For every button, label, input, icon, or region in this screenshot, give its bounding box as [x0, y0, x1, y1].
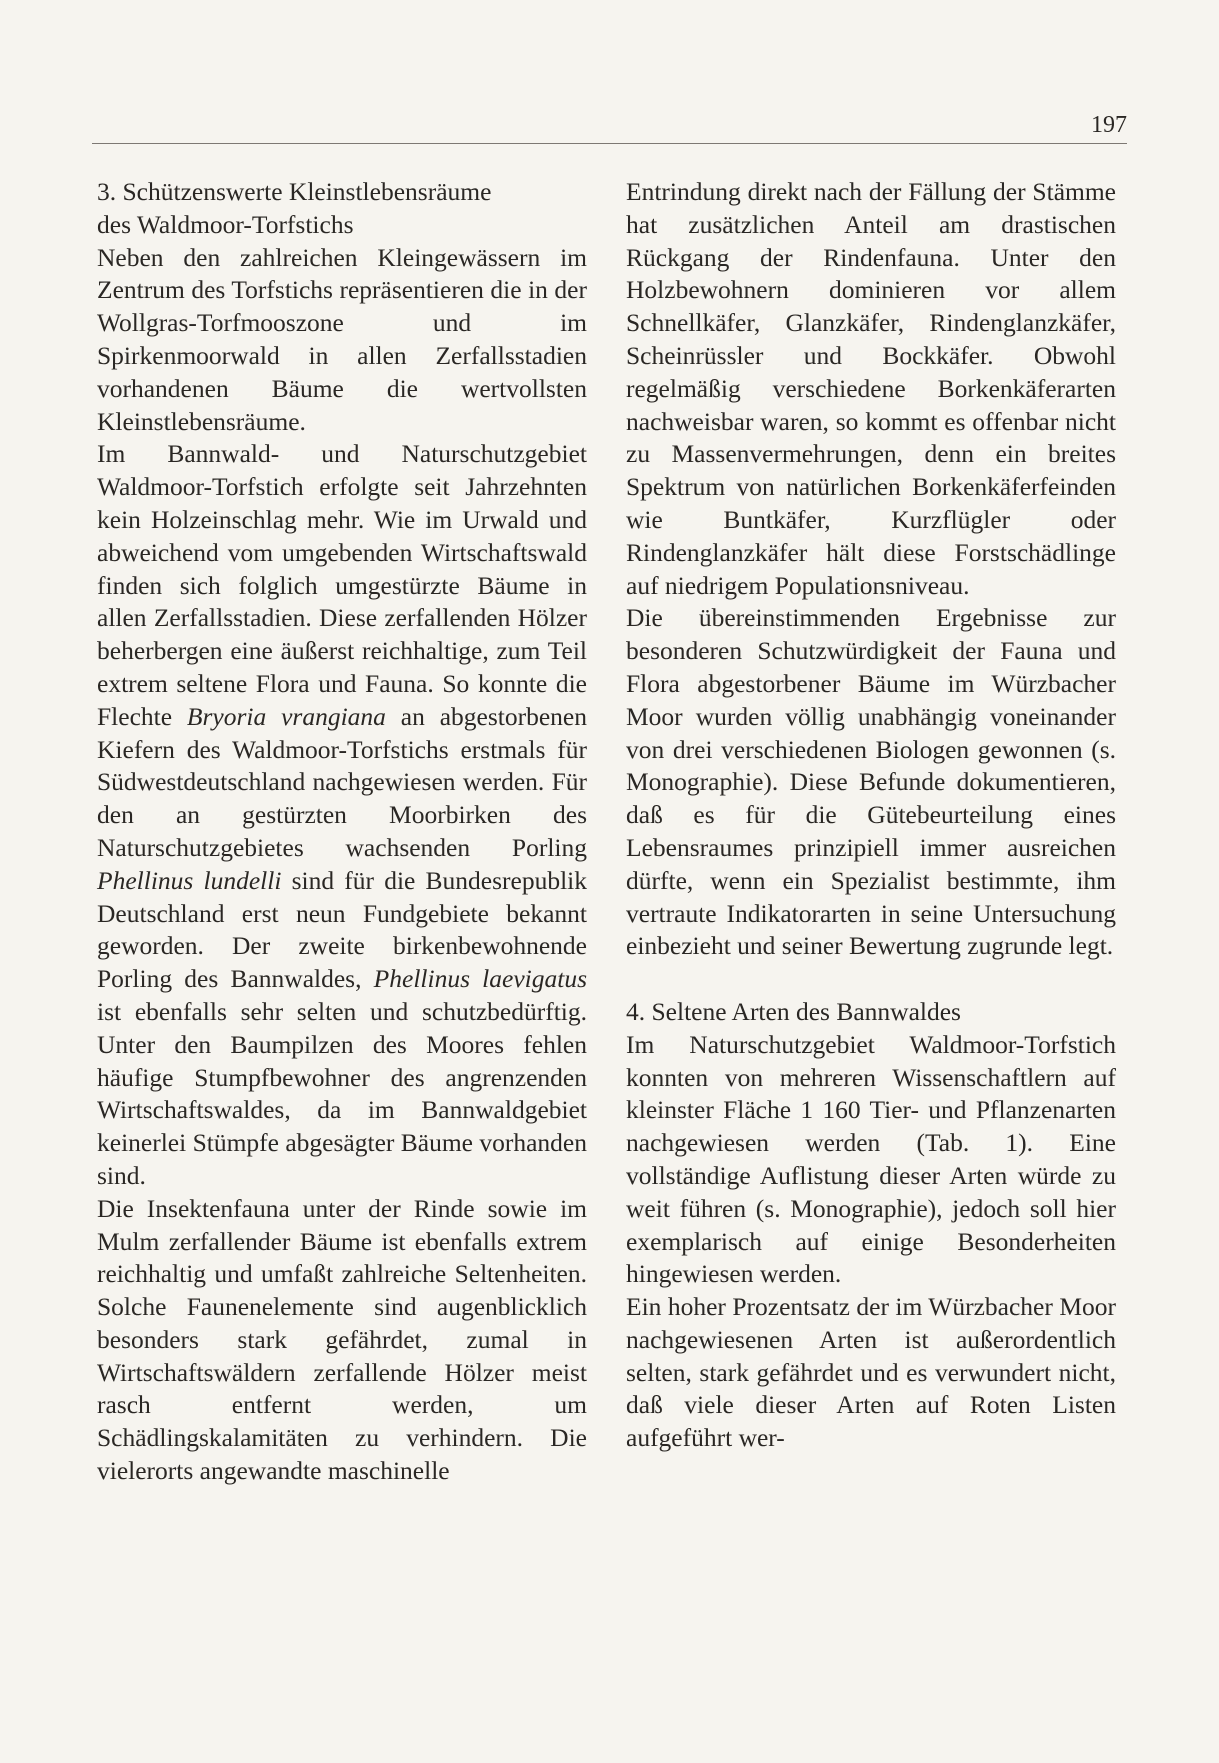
paragraph: Entrindung direkt nach der Fällung der Stämme hat zusätzlichen Anteil am drastischen Rückgang der Rindenfauna. Unter den Holzbewohnern dominieren vor allem Schnellkäfer, Glanzkäfer, Rindenglanzkäfer, Scheinrüssler und Bockkäfer. Obwohl regelmäßig verschiedene Borkenkäferarten nachweisbar waren, so kommt es offenbar nicht zu Massenvermehrungen, denn ein breites Spektrum von natürlichen Borkenkäferfeinden wie Buntkäfer, Kurzflügler oder Rindenglanzkäfer hält diese Forstschädlinge auf niedrigem Populationsniveau. [626, 177, 1116, 600]
section-spacer [626, 963, 1116, 996]
section-heading-3-line2: des Waldmoor-Torfstichs [97, 209, 354, 239]
right-column [626, 176, 1116, 1455]
paragraph: Neben den zahlreichen Kleingewässern im Zentrum des Torfstichs repräsentieren die in der Wollgras-Torfmooszone und im Spirkenmoorwald in allen Zerfallsstadien vorhandenen Bäume die wertvollsten Kleinstlebensräume. [97, 242, 587, 436]
section-heading-3-line1: 3. Schützenswerte Kleinstlebensräume [97, 177, 492, 206]
paragraph [97, 438, 587, 1192]
paragraph: Ein hoher Prozentsatz der im Würzbacher Moor nachgewiesenen Arten ist außerordentlich selten, stark gefährdet und es verwundert nicht, daß viele dieser Arten auf Roten Listen aufgeführt wer- [626, 1292, 1116, 1453]
section-heading-4: 4. Seltene Arten des Bannwaldes [626, 996, 961, 1026]
paragraph: Die Insektenfauna unter der Rinde sowie im Mulm zerfallender Bäume ist ebenfalls extrem reichhaltig und umfaßt zahlreiche Seltenheiten. Solche Faunenelemente sind augenblicklich besonders stark gefährdet, zumal in Wirtschaftswäldern zerfallende Hölzer meist rasch entfernt werden, um Schädlingskalamitäten zu verhindern. Die vielerorts angewandte maschinelle [97, 1193, 587, 1486]
paragraph-text: sind für die Bundesrepublik Deutschland erst neun Fundgebiete bekannt geworden. Der zweite birkenbewohnende Porling des Bannwaldes, [97, 865, 588, 994]
paragraph-text: ist ebenfalls sehr selten und schutzbedürftig. Unter den Baumpilzen des Moores fehlen häufige Stumpfbewohner des angrenzenden Wirtschaftswaldes, da im Bannwaldgebiet keinerlei Stümpfe abgesägter Bäume vorhanden sind. [97, 996, 587, 1190]
left-column [97, 176, 587, 1488]
header-rule [92, 143, 1127, 144]
paragraph: Die übereinstimmenden Ergebnisse zur besonderen Schutzwürdigkeit der Fauna und Flora abgestorbener Bäume im Würzbacher Moor wurden völlig unabhängig voneinander von drei verschiedenen Biologen gewonnen (s. Monographie). Diese Befunde dokumentieren, daß es für die Gütebeurteilung eines Lebensraumes prinzipiell immer ausreichen dürfte, wenn ein Spezialist bestimmte, ihm vertraute Indikatorarten in seine Untersuchung einbezieht und seiner Bewertung zugrunde legt. [626, 603, 1116, 961]
paragraph-text: Im Bannwald- und Naturschutzgebiet Waldmoor-Torfstich erfolgte seit Jahrzehnten kein Holzeinschlag mehr. Wie im Urwald und abweichend vom umgebenden Wirtschaftswald finden sich folglich umgestürzte Bäume in allen Zerfallsstadien. Diese zerfallenden Hölzer beherbergen eine äußerst reichhaltige, zum Teil extrem seltene Flora und Fauna. So konnte die Flechte [97, 439, 587, 731]
species-name: Phellinus laevigatus [373, 964, 587, 994]
page-number: 197 [1091, 112, 1127, 138]
paragraph: Im Naturschutzgebiet Waldmoor-Torfstich konnten von mehreren Wissenschaftlern auf kleinster Fläche 1 160 Tier- und Pflanzenarten nachgewiesen werden (Tab. 1). Eine vollständige Auflistung dieser Arten würde zu weit führen (s. Monographie), jedoch soll hier exemplarisch auf einige Besonderheiten hingewiesen werden. [626, 1029, 1116, 1289]
species-name: Phellinus lundelli [97, 865, 282, 895]
section-heading-3 [97, 176, 587, 242]
species-name: Bryoria vrangiana [186, 701, 386, 731]
paragraph-text: an abgestorbenen Kiefern des Waldmoor-Torfstichs erstmals für Südwestdeutschland nachgewiesen werden. Für den an gestürzten Moorbirken des Naturschutzgebietes wachsenden Porling [97, 701, 587, 862]
